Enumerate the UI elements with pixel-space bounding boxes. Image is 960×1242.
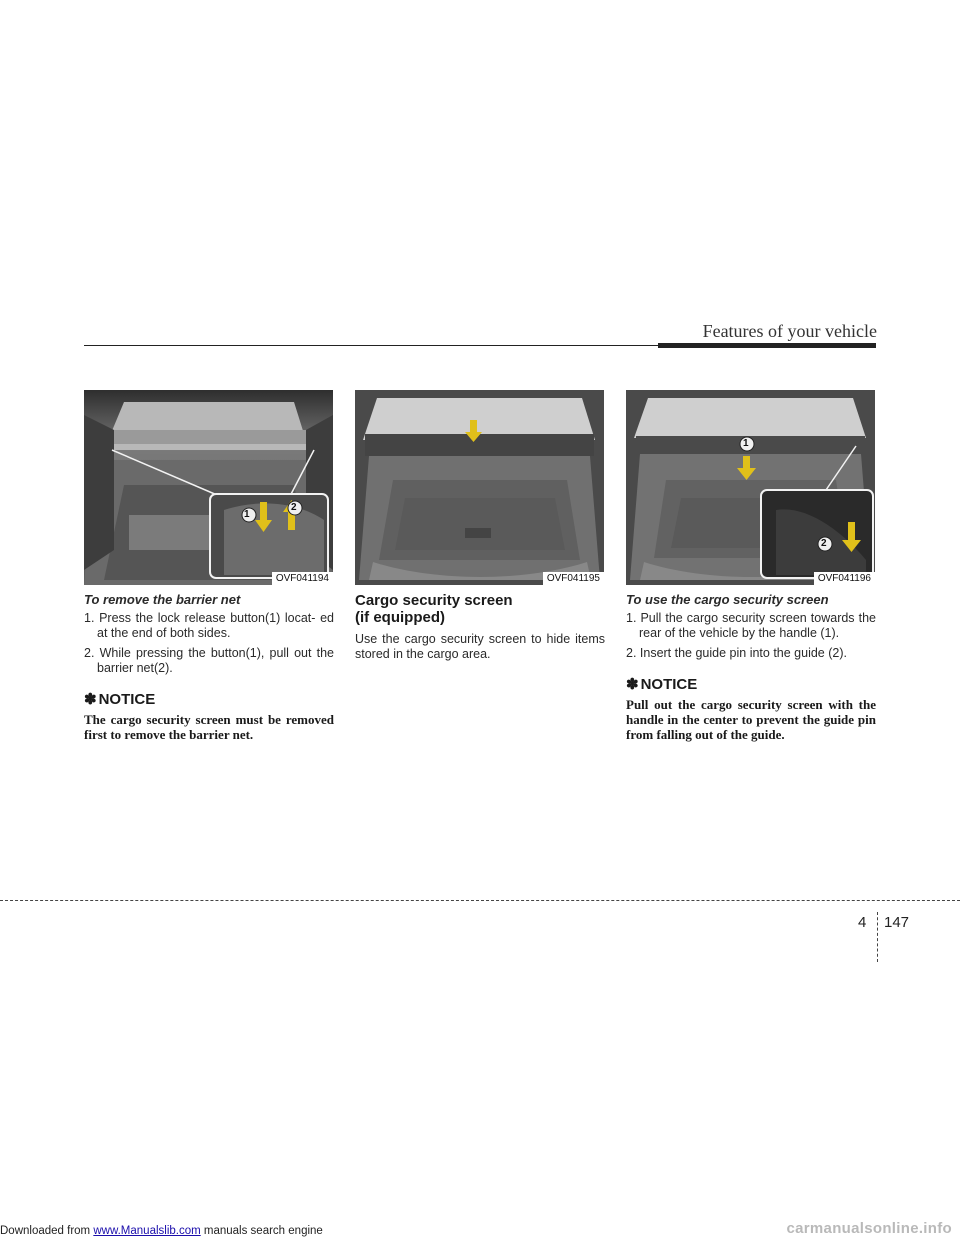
- download-suffix: manuals search engine: [200, 1225, 323, 1237]
- download-prefix: Downloaded from: [0, 1225, 94, 1237]
- figure-use-cargo-screen: [626, 390, 875, 585]
- steps-list: [84, 611, 334, 676]
- download-banner: [0, 1225, 323, 1237]
- steps-list: [626, 611, 876, 661]
- figure-cargo-screen: [355, 390, 604, 585]
- notice-title: NOTICE: [98, 691, 156, 708]
- column-cargo-security-screen: [355, 590, 605, 662]
- figure-barrier-net: [84, 390, 333, 585]
- section-title-line1: Cargo security screen: [355, 592, 513, 609]
- asterisk-icon: ✽: [84, 691, 97, 708]
- step-item: 2. While pressing the button(1), pull out the barrier net(2).: [84, 646, 334, 675]
- subheading: To remove the barrier net: [84, 592, 241, 607]
- section-body: Use the cargo security screen to hide items stored in the cargo area.: [355, 632, 605, 661]
- watermark: carmanualsonline.info: [786, 1220, 952, 1237]
- notice-text: Pull out the cargo security screen with the handle in the center to prevent the guide pin from falling out of the guide.: [626, 697, 876, 742]
- callout-2: 2: [291, 502, 297, 513]
- manualslib-link[interactable]: www.Manualslib.com: [93, 1225, 201, 1237]
- figure-code: OVF041195: [543, 572, 604, 585]
- callout-1: 1: [743, 438, 749, 449]
- figure-code: OVF041194: [272, 572, 333, 585]
- page-chapter-number: 4: [858, 914, 867, 931]
- callout-2: 2: [821, 538, 827, 549]
- step-item: 2. Insert the guide pin into the guide (2).: [626, 646, 847, 660]
- section-title: [355, 592, 605, 626]
- cargo-photo-barrier-net: [84, 390, 333, 585]
- page-number: 147: [884, 914, 910, 931]
- footer-vertical-rule: [877, 912, 878, 962]
- header-tab-bar: [658, 343, 876, 348]
- column-use-cargo-screen: [626, 590, 876, 742]
- cargo-photo-use-screen: [626, 390, 875, 585]
- chapter-header-title: Features of your vehicle: [702, 321, 877, 341]
- callout-1: 1: [244, 509, 250, 520]
- column-remove-barrier-net: [84, 590, 334, 742]
- figure-code: OVF041196: [814, 572, 875, 585]
- notice-heading: [626, 675, 876, 693]
- notice-text: The cargo security screen must be removed first to remove the barrier net.: [84, 712, 334, 742]
- cargo-photo-security-screen: [355, 390, 604, 585]
- section-title-line2: (if equipped): [355, 609, 445, 626]
- step-item: 1. Press the lock release button(1) locat- ed at the end of both sides.: [84, 611, 334, 640]
- notice-heading: [84, 690, 334, 708]
- subheading: To use the cargo security screen: [626, 592, 829, 607]
- asterisk-icon: ✽: [626, 676, 639, 693]
- notice-title: NOTICE: [640, 676, 698, 693]
- step-item: 1. Pull the cargo security screen towards the rear of the vehicle by the handle (1).: [626, 611, 876, 640]
- footer-dashed-rule: [0, 900, 960, 901]
